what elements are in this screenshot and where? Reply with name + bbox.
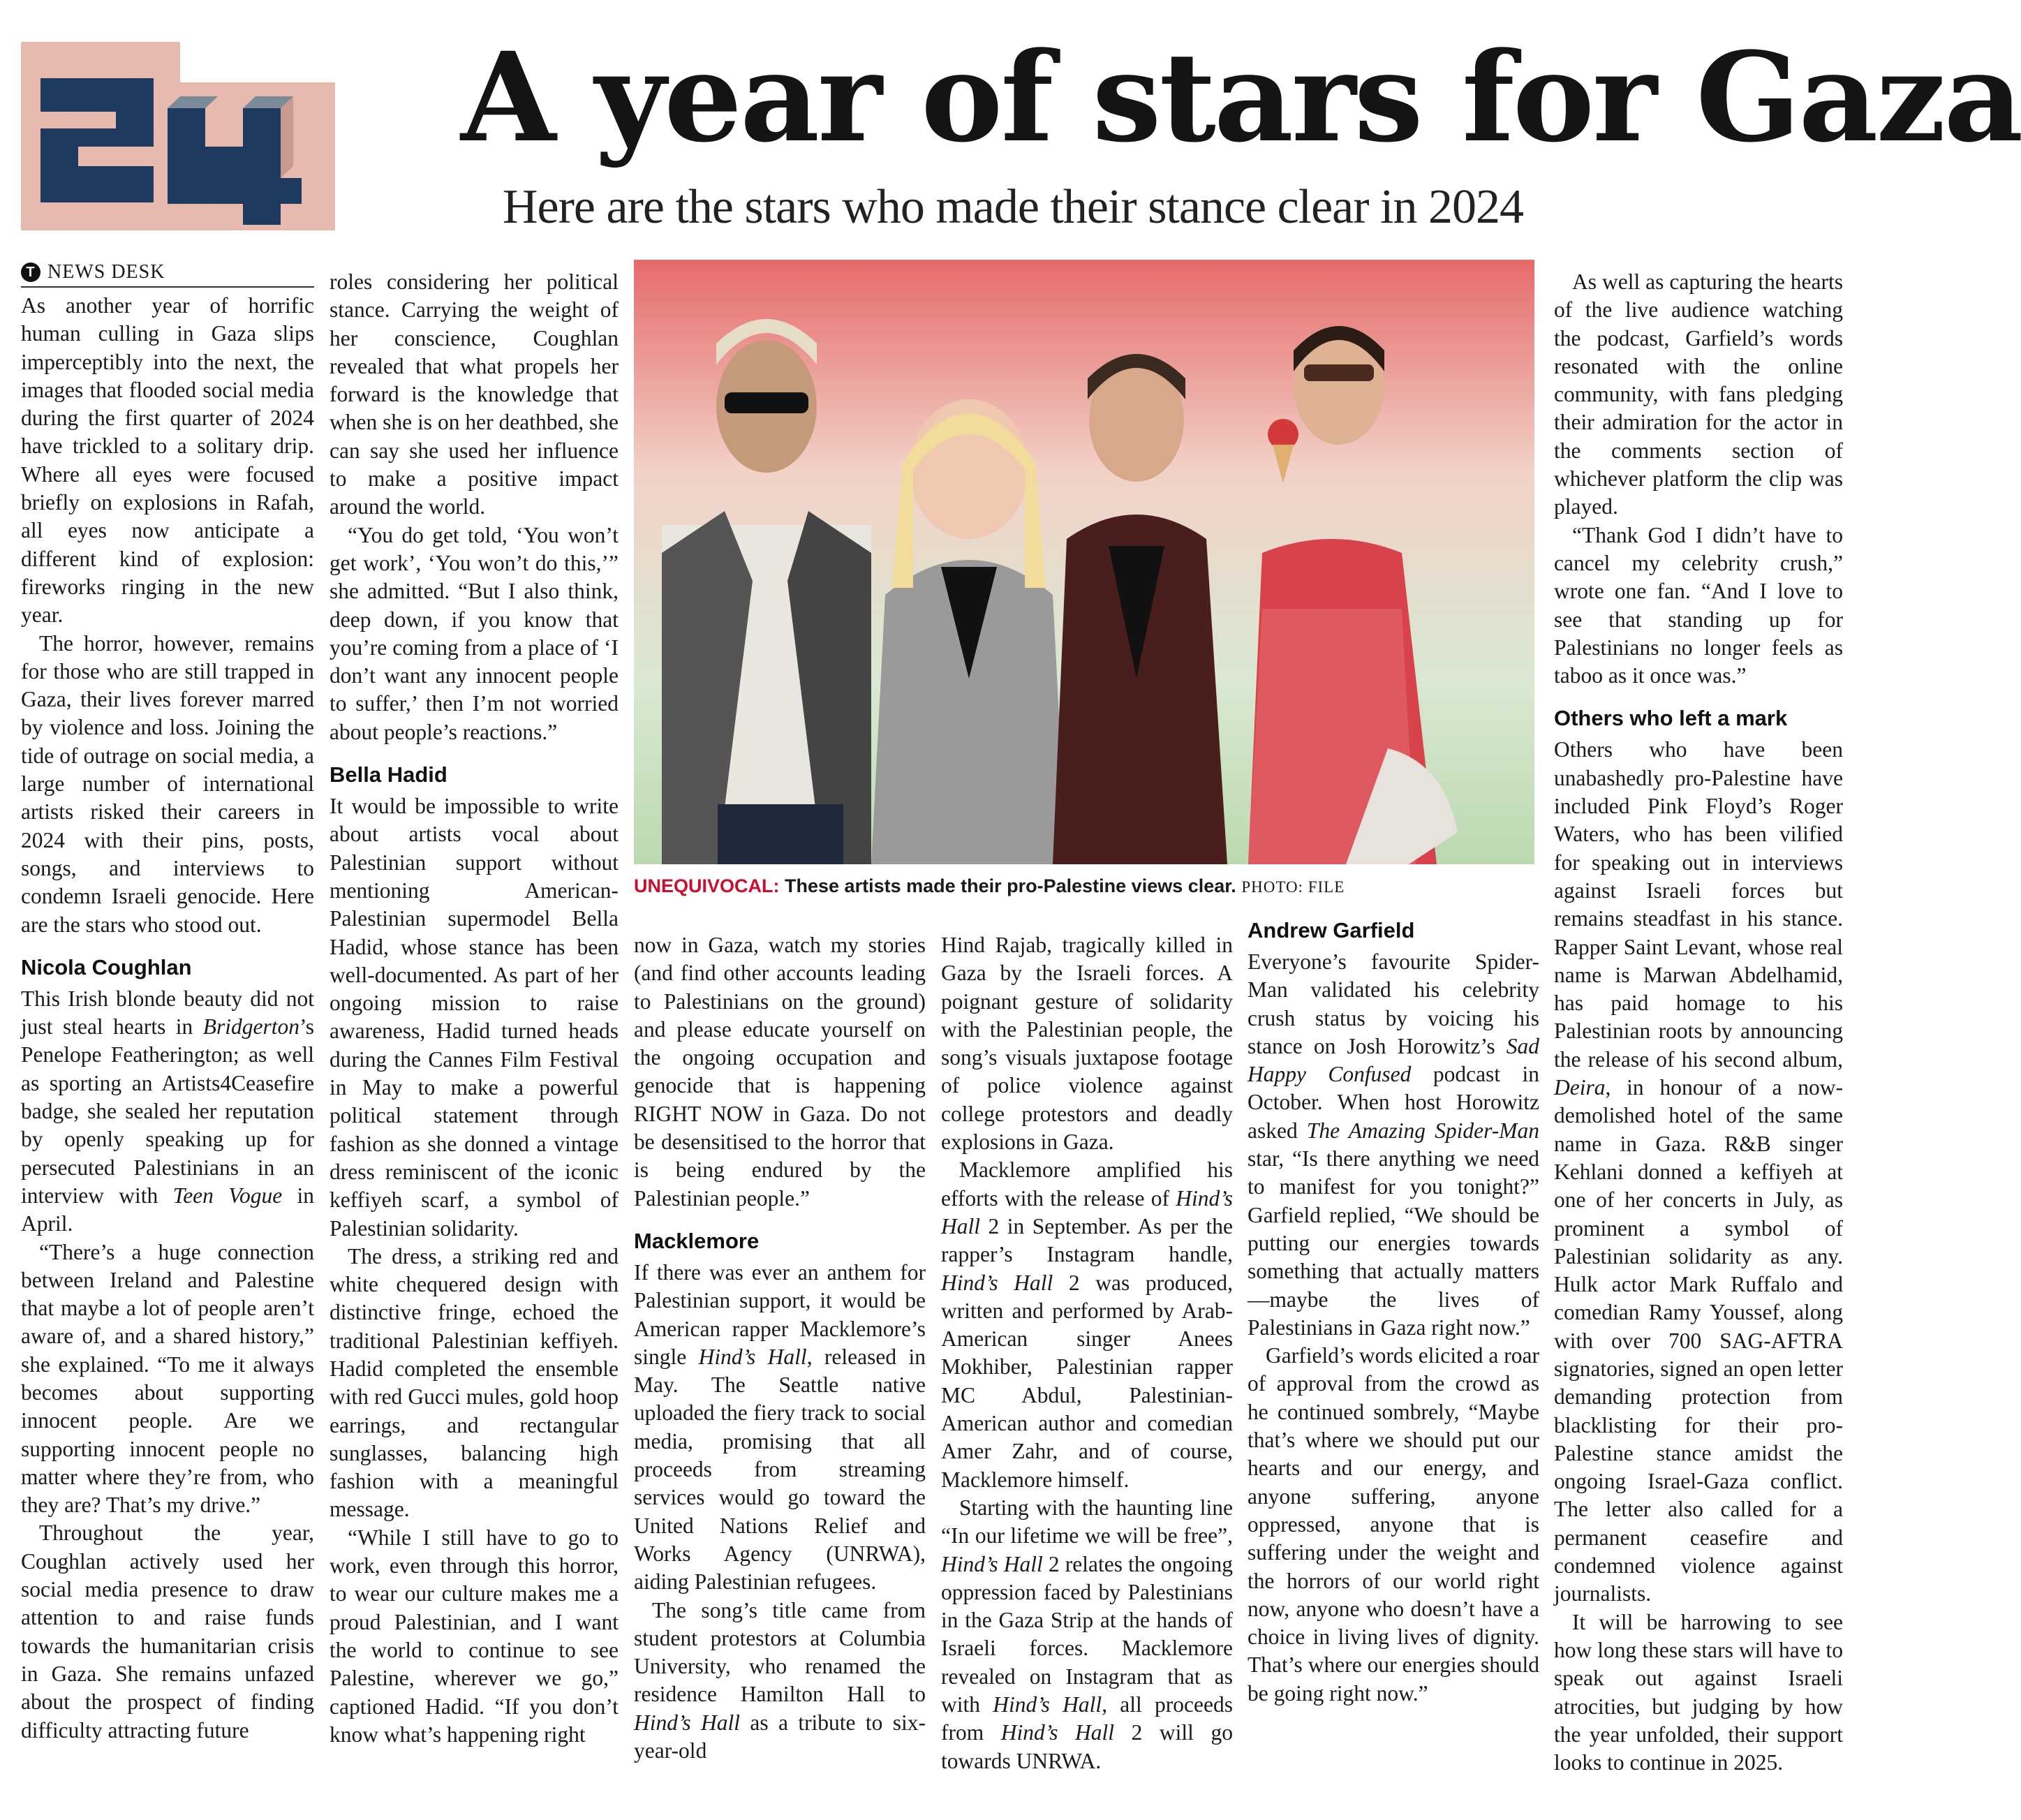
paragraph: roles considering her political stance. Carrying the weight of her conscience, Coughlan revealed that what propels her forward is the knowledge that when she is on her deathbed, she can say she used her influence to make a positive impact around the world. <box>330 269 619 519</box>
section-heading: Bella Hadid <box>330 762 447 787</box>
paragraph: “Thank God I didn’t have to cancel my celebrity crush,” wrote one fan. “And I love to see that standing up for Palestinians no longer feels as taboo as it once was.” <box>1554 522 1843 688</box>
paragraph: It will be harrowing to see how long these stars will have to speak out against Israeli atrocities, but judging by how the year unfolded, their support looks to continue in 2025. <box>1554 1609 1843 1775</box>
paragraph: Others who have been unabashedly pro-Palestine have included Pink Floyd’s Roger Waters, who has been vilified for speaking out in interviews against Israeli forces but remains steadfast in his stance. Rapper Saint Levant, whose real name is Marwan Abdelhamid, has paid homage to his Palestinian roots by announcing the release of his second album, Deira, in honour of a now-demolished hotel of the same name in Gaza. R&B singer Kehlani donned a keffiyeh at one of her concerts in July, as prominent a symbol of Palestinian solidarity as any. Hulk actor Mark Ruffalo and comedian Ramy Youssef, along with over 700 SAG-AFTRA signatories, signed an open letter demanding protection from blacklisting for their pro-Palestine stance amidst the ongoing Israel-Gaza conflict. The letter also called for a permanent ceasefire and condemned violence against journalists. <box>1554 737 1843 1606</box>
paragraph: Hind Rajab, tragically killed in Gaza by the Israeli forces. A poignant gesture of solidarity with the Palestinian people, the song’s visuals juxtapose footage of police violence against college protestors and deadly explosions in Gaza. <box>941 933 1233 1155</box>
paragraph: “There’s a huge connection between Ireland and Palestine that maybe a lot of people aren’t aware of, and a shared history,” she explained. “To me it always becomes about supporting innocent people. Are we supporting innocent people no matter where they’re from, who they are? That’s my drive.” <box>21 1239 314 1518</box>
caption-text: These artists made their pro-Palestine views clear. <box>785 875 1236 896</box>
column-4 <box>941 931 1233 1775</box>
subheadline: Here are the stars who made their stance clear in 2024 <box>503 180 1524 234</box>
section-logo <box>21 42 335 230</box>
column-6 <box>1554 268 1843 1777</box>
byline <box>21 260 314 288</box>
paragraph: Everyone’s favourite Spider-Man validated his celebrity crush status by voicing his stance on Josh Horowitz’s Sad Happy Confused podcast in October. When host Horowitz asked The Amazing Spider-Man star, “Is there anything we need to manifest for you tonight?” Garfield replied, “We should be putting our energies towards something that actually matters—maybe the lives of Palestinians in Gaza right now.” <box>1248 949 1540 1340</box>
photo-caption <box>634 874 1534 899</box>
paragraph: “You do get told, ‘You won’t get work’, ‘You won’t do this,’” she admitted. “But I also think, deep down, if you know that you’re coming from a place of ‘I don’t want any innocent people to suffer,’ then I’m not worried about people’s reactions.” <box>330 522 619 744</box>
section-heading: Macklemore <box>634 1228 760 1253</box>
column-2 <box>330 268 619 1749</box>
paragraph: Throughout the year, Coughlan actively used her social media presence to draw attention to and raise funds towards the humanitarian crisis in Gaza. She remains unfazed about the prospect of finding difficulty attracting future <box>21 1521 314 1743</box>
paragraph: As well as capturing the hearts of the live audience watching the podcast, Garfield’s words resonated with the online community, with fans pledging their admiration for the actor in the comments section of whichever platform the clip was played. <box>1554 269 1843 519</box>
photo-credit: PHOTO: FILE <box>1241 878 1345 896</box>
section-heading: Nicola Coughlan <box>21 954 192 979</box>
paragraph: If there was ever an anthem for Palestinian support, it would be American rapper Macklemore’s single Hind’s Hall, released in May. The Seattle native uploaded the fiery track to social media, promising that all proceeds from streaming services would go toward the United Nations Relief and Works Agency (UNRWA), aiding Palestinian refugees. <box>634 1259 926 1595</box>
column-3 <box>634 931 926 1765</box>
paragraph: now in Gaza, watch my stories (and find other accounts leading to Palestinians on the ground) and please educate yourself on the ongoing occupation and genocide that is happening RIGHT NOW in Gaza. Do not be desensitised to the horror that is being endured by the Palestinian people.” <box>634 933 926 1211</box>
tribune-t-icon: T <box>21 262 40 282</box>
paragraph: “While I still have to go to work, even through this horror, to wear our culture makes me a proud Palestinian, and I want the world to continue to see Palestine, wherever we go,” captioned Hadid. “If you don’t know what’s happening right <box>330 1525 619 1747</box>
paragraph: It would be impossible to write about artists vocal about Palestinian support without mentioning American-Palestinian supermodel Bella Hadid, whose stance has been well-documented. As part of her ongoing mission to raise awareness, Hadid turned heads during the Cannes Film Festival in May to make a powerful political statement through fashion as she donned a vintage dress reminiscent of the iconic keffiyeh scarf, a symbol of Palestinian solidarity. <box>330 794 619 1241</box>
paragraph: The horror, however, remains for those who are still trapped in Gaza, their lives forever marred by violence and loss. Joining the tide of outrage on social media, a large number of international artists risked their careers in 2024 with their pins, posts, songs, and interviews to condemn Israeli genocide. Here are the stars who stood out. <box>21 630 314 937</box>
paragraph: As another year of horrific human culling in Gaza slips imperceptibly into the next, the images that flooded social media during the first quarter of 2024 have trickled to a solitary drip. Where all eyes were focused briefly on explosions in Rafah, all eyes now anticipate a different kind of explosion: fireworks ringing in the new year. <box>21 293 314 628</box>
paragraph: Macklemore amplified his efforts with the release of Hind’s Hall 2 in September. As per the rapper’s Instagram handle, Hind’s Hall 2 was produced, written and performed by Arab-American singer Anees Mokhiber, Palestinian rapper MC Abdul, Palestinian-American author and comedian Amer Zahr, and of course, Macklemore himself. <box>941 1157 1233 1492</box>
caption-keyword: UNEQUIVOCAL: <box>634 875 780 896</box>
paragraph: The dress, a striking red and white chequered design with distinctive fringe, echoed the traditional Palestinian keffiyeh. Hadid completed the ensemble with red Gucci mules, gold hoop earrings, and rectangular sunglasses, balancing high fashion with a meaningful message. <box>330 1243 619 1522</box>
column-5 <box>1248 916 1539 1708</box>
byline-label: NEWS DESK <box>47 261 165 283</box>
artists-photo-collage <box>634 260 1534 864</box>
column-1 <box>21 260 314 1745</box>
paragraph: The song’s title came from student protestors at Columbia University, who renamed the residence Hamilton Hall to Hind’s Hall as a tribute to six-year-old <box>634 1597 926 1763</box>
section-heading: Others who left a mark <box>1554 706 1788 731</box>
paragraph: Starting with the haunting line “In our lifetime we will be free”, Hind’s Hall 2 relates the ongoing oppression faced by Palestinians in the Gaza Strip at the hands of Israeli forces. Macklemore revealed on Instagram that as with Hind’s Hall, all proceeds from Hind’s Hall 2 will go towards UNRWA. <box>941 1495 1233 1773</box>
paragraph: Garfield’s words elicited a roar of approval from the crowd as he continued sombrely, “Maybe that’s where we should put our hearts and our energy, and anyone suffering, anyone oppressed, anyone that is suffering under the weight and the horrors of our world right now, anyone who doesn’t have a choice in living lives of dignity. That’s where our energies should be going right now.” <box>1248 1343 1539 1706</box>
headline: A year of stars for Gaza <box>461 25 2021 170</box>
paragraph: This Irish blonde beauty did not just steal hearts in Bridgerton’s Penelope Featherington; as well as sporting an Artists4Ceasefire badge, she sealed her reputation by openly speaking up for persecuted Palestinians in an interview with Teen Vogue in April. <box>21 986 314 1236</box>
section-heading: Andrew Garfield <box>1248 918 1415 942</box>
